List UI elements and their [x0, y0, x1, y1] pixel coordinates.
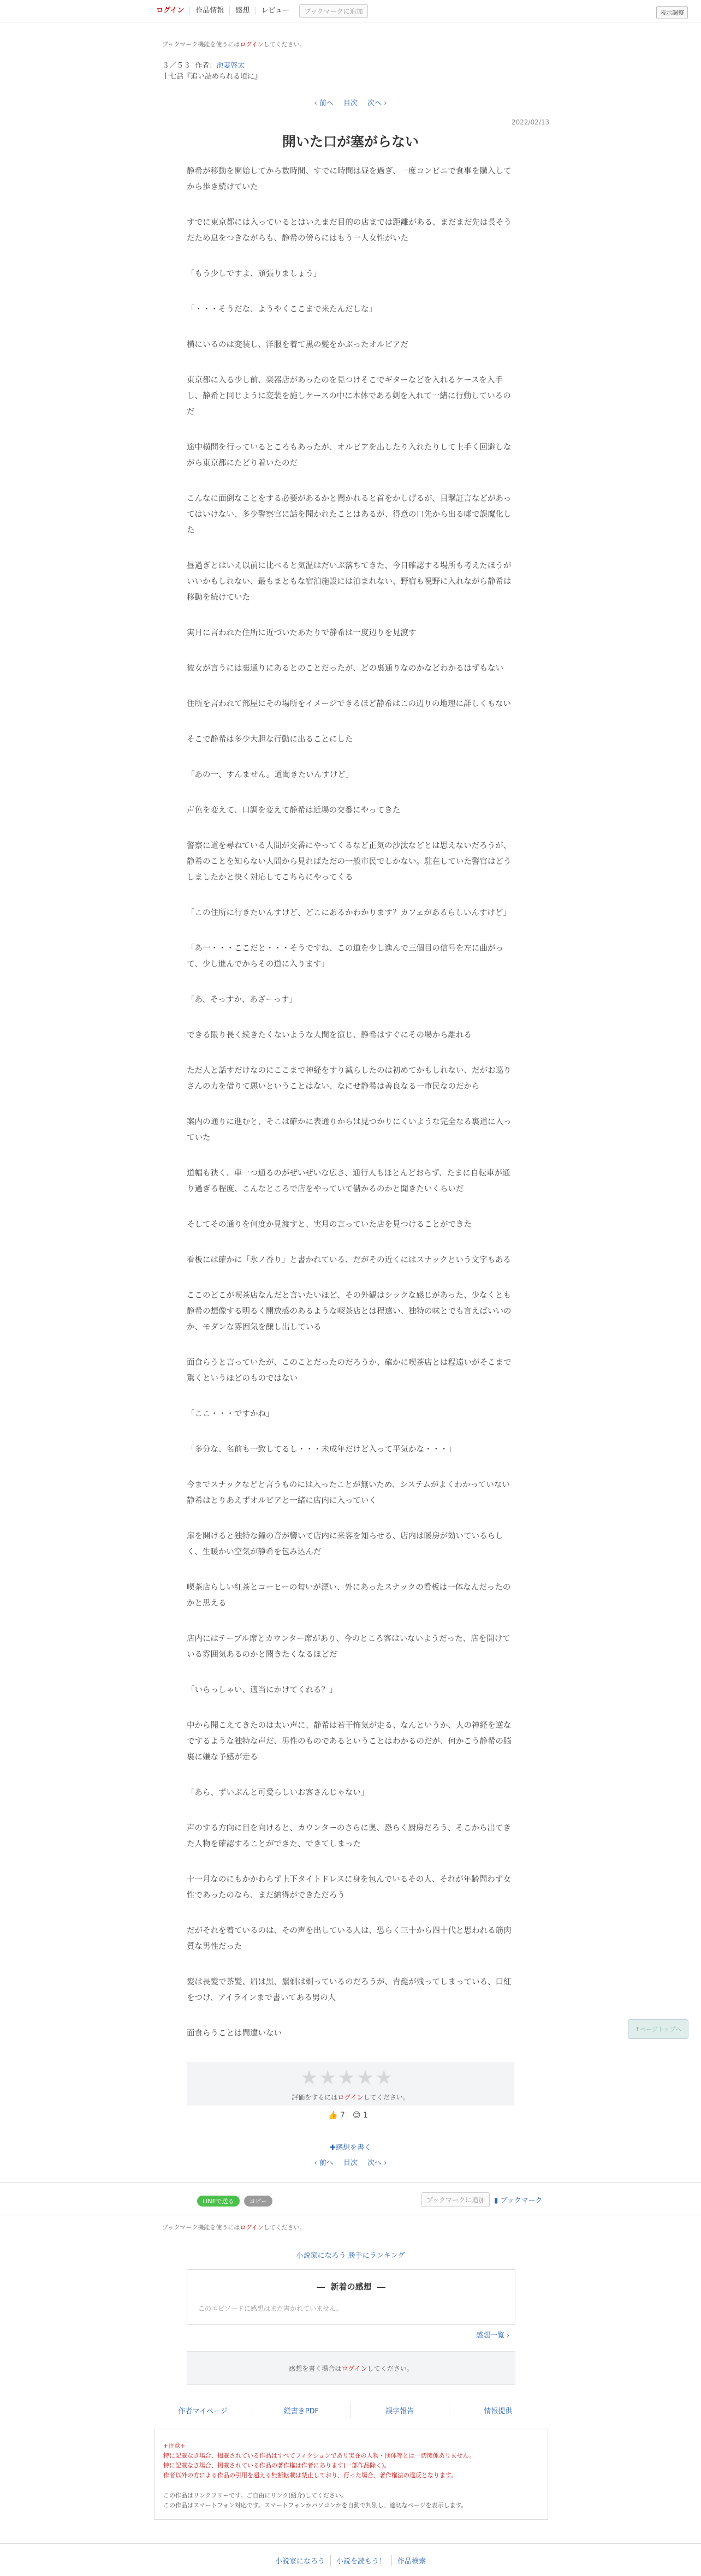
- novel-paragraph: 店内にはテーブル席とカウンター席があり、今のところ客はいないようだった、店を開けている雰囲気あるのかと聞きたくなるほどだ: [187, 1635, 510, 1659]
- impressions-title-text: 新着の感想: [330, 2282, 372, 2292]
- novel-paragraph: そこで静希は多少大胆な行動に出ることにした: [187, 735, 353, 744]
- caution-red-text: [163, 2451, 540, 2480]
- novel-paragraph: こんなに面倒なことをする必要があるかと聞かれると首をかしげるが、目撃証言などがあってはいけない、多少警察官に話を聞かれたことはあるが、得意の口先から出る嘘で誤魔化した: [187, 494, 512, 535]
- next-link-bottom[interactable]: 次へ ›: [367, 2159, 387, 2167]
- novel-paragraph: だがそれを着ているのは、その声を出している人は、恐らく三十から四十代と思われる筋肉質な男性だった: [187, 1927, 512, 1951]
- footer-link-yomou[interactable]: 小説を読もう！: [331, 2555, 392, 2566]
- novel-paragraph: ここのどこが喫茶店なんだと言いたいほど、その外観はシックな感じがあった、少なくとも静希の想像する明るく開放感のあるような喫茶店とは程遠い、独特の味とでも言えばいいのか、モダンな雰囲気を醸し出している: [187, 1291, 512, 1332]
- bookmark-icon: ▮: [494, 2197, 498, 2205]
- toc-link-bottom[interactable]: 目次: [343, 2159, 358, 2167]
- footer-links: [0, 2555, 701, 2566]
- pager-bottom: [0, 2157, 701, 2167]
- novel-paragraph: 髪は長髪で茶髪、眉は黒、鬚剃は剃っているのだろうが、青髭が残ってしまっている、口紅をつけ、アイラインまで書いてある男の人: [187, 1978, 512, 2002]
- bookmark-notice-bottom: [162, 2223, 306, 2232]
- info-provide-link[interactable]: 情報提供: [484, 2407, 513, 2416]
- novel-paragraph: 東京都に入る少し前、楽器店があったのを見つけそこでギターなどを入れるケースを入手し、静希と同じように変装を施しケースの中に本体である剣を入れて一緒に行動しているのだ: [187, 376, 511, 416]
- novel-paragraph: 警察に道を尋ねている人間が交番にやってくるなど正気の沙汰などとは思えないだろうが、静希のことを知らない人間から見ればただの一般市民でしかない。駐在していた警官はどうしましたかと快く対応してこちらにやってくる: [187, 842, 512, 882]
- rating-note: [187, 2092, 514, 2102]
- notice-login-link[interactable]: ログイン: [240, 41, 264, 48]
- caution-line: この作品はリンクフリーです。ご自由にリンク(紹介)してください。: [163, 2492, 347, 2499]
- rating-note-suffix: してください。: [363, 2094, 409, 2101]
- prev-link[interactable]: ‹ 前へ: [314, 99, 334, 108]
- like-count: 7: [340, 2111, 345, 2120]
- novel-paragraph: 静希が移動を開始してから数時間、すでに時間は昼を過ぎ、一度コンビニで食事を購入してから歩き続けていた: [187, 167, 512, 192]
- divider-3: [0, 2543, 701, 2544]
- novel-paragraph: 十一月なのにもかかわらず上下タイトドレスに身を包んでいるその人、それが年齢問わず女性であったのなら、まだ納得ができただろう: [187, 1875, 511, 1900]
- notice-text: ブックマーク機能を使うには: [162, 41, 240, 48]
- episode-counter: ３／５３: [162, 62, 191, 70]
- novel-paragraph: できる限り長く続きたくないような人間を演じ、静希はすぐにその場から離れる: [187, 1031, 472, 1040]
- novel-paragraph: 「・・・そうだな、ようやくここまで来たんだしな」: [187, 305, 377, 314]
- novel-paragraph: そしてその通りを何度か見渡すと、実月の言っていた店を見つけることができた: [187, 1220, 472, 1229]
- notice-text-suffix: してください。: [263, 41, 306, 48]
- write-note-text: 感想を書く場合は: [289, 2365, 342, 2372]
- caution-box: [154, 2429, 548, 2520]
- caution-line: 作者以外の方による作品の引用を超える無断転載は禁止しており、行った場合、著作権法の違反となります。: [163, 2472, 458, 2479]
- novel-paragraph: 「あ一・・・ここだと・・・そうですね、この道を少し進んで三個目の信号を左に曲がって、少し進んでからその道に入ります」: [187, 944, 503, 969]
- bookmark-notice-top: [162, 40, 306, 49]
- nav-impressions-link[interactable]: 感想: [230, 7, 256, 15]
- page-top-button[interactable]: ↑ページトップへ: [628, 2019, 688, 2039]
- top-bar: [0, 0, 701, 22]
- novel-paragraph: 声のする方向に目を向けると、カウンターのさらに奥、恐らく厨房だろう、そこから出てきた人物を確認することができた、できてしまった: [187, 1824, 511, 1848]
- episode-title: 開いた口が塞がらない: [282, 134, 419, 150]
- author-mypage-link[interactable]: 作者マイページ: [154, 2402, 252, 2418]
- top-nav: [154, 4, 368, 17]
- novel-paragraph: 「あら、ずいぶんと可愛らしいお客さんじゃない」: [187, 1788, 369, 1797]
- rating-note-text: 評価をするには: [292, 2094, 338, 2101]
- novel-paragraph: 喫茶店らしい紅茶とコーヒーの匂いが漂い、外にあったスナックの看板は一体なんだったのかと思える: [187, 1583, 511, 1608]
- divider: [0, 2182, 701, 2183]
- caution-line: この作品はスマートフォン対応です。スマートフォンかパソコンかを自動で判別し、適切なページを表示します。: [163, 2502, 467, 2509]
- novel-paragraph: 「この住所に行きたいんすけど、どこにあるかわかります？カフェがあるらしいんすけど」: [187, 909, 511, 917]
- bookmark-link[interactable]: [494, 2195, 542, 2205]
- novel-paragraph: 「もう少しですよ、頑張りましょう」: [187, 270, 322, 278]
- novel-paragraph: 看板には確かに「氷ノ香り」と書かれている、だがその近くにはスナックという文字もある: [187, 1256, 511, 1265]
- display-settings-button[interactable]: 表示調整: [656, 6, 688, 19]
- pager-top: [0, 97, 701, 108]
- bookmark-add-button-top[interactable]: ブックマークに追加: [299, 4, 367, 18]
- copy-button[interactable]: コピー: [244, 2196, 273, 2207]
- bookmark-row: [421, 2192, 543, 2207]
- write-impression-box: [187, 2351, 515, 2385]
- vertical-pdf-link[interactable]: 縦書きPDF: [252, 2402, 350, 2418]
- thumbs-up-icon: 👍: [328, 2111, 338, 2120]
- nav-review-link[interactable]: レビュー: [261, 7, 290, 15]
- ranking-link[interactable]: 小説家になろう 勝手にランキング: [296, 2252, 405, 2260]
- novel-paragraph: 彼女が言うには裏通りにあるとのことだったが、どの裏通りなのかなどわかるはずもない: [187, 664, 503, 673]
- novel-paragraph: ただ人と話すだけなのにここまで神経をすり減らしたのは初めてかもしれない、だがお巡りさんの力を借りて悪いということはない、なにせ静希は善良なる一市民なのだから: [187, 1066, 512, 1091]
- share-row: [197, 2196, 272, 2207]
- typo-report-link[interactable]: 誤字報告: [351, 2402, 449, 2418]
- write-impression-note: [187, 2364, 515, 2373]
- novel-paragraph: 声色を変えて、口調を変えて静希は近場の交番にやってきた: [187, 806, 401, 815]
- novel-paragraph: 途中横問を行っているところもあったが、オルビアを出したり入れたりして上手く回避しながら東京都にたどり着いたのだ: [187, 443, 512, 468]
- rating-login-link[interactable]: ログイン: [337, 2094, 364, 2101]
- footer-link-search[interactable]: 作品検索: [397, 2557, 426, 2566]
- novel-paragraph: すでに東京都には入っているとはいえまだ目的の店までは距離がある、まだまだ先は長そうだため息をつきながらも、静希の傍らにはもう一人女性がいた: [187, 218, 512, 243]
- author-link[interactable]: 池妻啓太: [216, 62, 245, 70]
- write-impression-link[interactable]: ✚感想を書く: [330, 2144, 371, 2152]
- write-login-link[interactable]: ログイン: [341, 2365, 367, 2372]
- prev-link-bottom[interactable]: ‹ 前へ: [314, 2159, 334, 2167]
- impressions-empty: このエピソードに感想はまだ書かれていません。: [198, 2305, 343, 2312]
- novel-paragraph: 「ここ・・・ですかね」: [187, 1410, 274, 1418]
- new-impressions-box: [187, 2269, 515, 2325]
- caution-head: +注意+: [163, 2442, 186, 2449]
- novel-paragraph: 「いらっしゃい、適当にかけてくれる？」: [187, 1686, 337, 1695]
- bookmark-link-label: ブックマーク: [500, 2197, 543, 2205]
- write-note-suffix: してください。: [367, 2365, 413, 2372]
- notice-text-bottom: ブックマーク機能を使うには: [162, 2224, 240, 2231]
- novel-paragraph: 面食らうことは間違いない: [187, 2029, 282, 2038]
- novel-paragraph: 横にいるのは変装し、洋服を着て黒の髪をかぶったオルビアだ: [187, 341, 408, 349]
- novel-paragraph: 中から聞こえてきたのは太い声に、静希は若干怖気が走る、なんというか、人の神経を逆なでするような独特な声だ、男性のものであるということはわかるのだが、何かこう静希の脳裏に嫌な予感が走る: [187, 1721, 512, 1762]
- rating-box: [187, 2062, 514, 2106]
- novel-paragraph: 道幅も狭く、車一つ通るのがぜいぜいな広さ、通行人もほとんどおらず、たまに自転車が通り過ぎる程度、こんなところで店をやっていて儲かるのかと聞きたいくらいだ: [187, 1169, 510, 1194]
- smile-count: 1: [363, 2111, 368, 2120]
- author-label: 作者：: [195, 62, 217, 70]
- novel-paragraph: 案内の通りに進むと、そこは確かに表通りからは見つかりにくいような完全なる裏道に入っていた: [187, 1118, 512, 1142]
- chapter-title: 十七話『追い詰められる頃に』: [162, 73, 262, 81]
- line-share-button[interactable]: LINEで送る: [197, 2196, 240, 2207]
- like-reaction[interactable]: [328, 2111, 345, 2120]
- nav-work-info-link[interactable]: 作品情報: [190, 7, 230, 15]
- novel-paragraph: 昼過ぎとはいえ以前に比べると気温はだいぶ落ちてきた、今日確認する場所も考えたほうがいいかもしれない、最もまともな宿泊施設には泊まれない、野宿も視野に入れながら静希は移動を続けていた: [187, 562, 512, 602]
- toc-link[interactable]: 目次: [343, 99, 358, 108]
- smile-icon: 😊: [352, 2111, 361, 2120]
- novel-paragraph: 「あの一、すんません。道聞きたいんすけど」: [187, 771, 354, 779]
- smile-reaction[interactable]: [353, 2111, 368, 2120]
- post-date: 2022/02/13: [512, 118, 550, 126]
- next-link[interactable]: 次へ ›: [367, 99, 387, 108]
- impressions-list-link[interactable]: 感想一覧 ›: [476, 2331, 510, 2340]
- caution-line: 特に記載なき場合、掲載されている作品の著作権は作者にあります(一部作品除く)。: [163, 2462, 390, 2469]
- nav-login-link[interactable]: ログイン: [154, 7, 190, 15]
- novel-paragraph: 扉を開けると独特な鐘の音が響いて店内に来客を知らせる、店内は暖房が効いているらしく、生暖かい空気が静希を包み込んだ: [187, 1532, 503, 1557]
- caution-line: 特に記載なき場合、掲載されている作品はすべてフィクションであり実在の人物・団体等とは一切関係ありません。: [163, 2452, 476, 2459]
- notice-login-link-bottom[interactable]: ログイン: [240, 2224, 264, 2231]
- novel-paragraph: 「あ、そっすか、あざーっす」: [187, 995, 297, 1004]
- novel-paragraph: 「多分な、名前も一致してるし・・・未成年だけど入って平気かな・・・」: [187, 1445, 456, 1454]
- bookmark-add-button-bottom[interactable]: ブックマークに追加: [421, 2192, 490, 2207]
- caution-gray-text: [163, 2491, 540, 2511]
- impressions-title: ― 新着の感想 ―: [317, 2282, 385, 2292]
- series-info: [162, 61, 262, 82]
- novel-paragraph: 住所を言われて部屋にその場所をイメージできるほど静希はこの辺りの地理に詳しくもない: [187, 700, 512, 708]
- tool-links: [154, 2402, 547, 2418]
- novel-body: [187, 164, 514, 2113]
- rating-stars[interactable]: ★★★★★: [300, 2067, 394, 2089]
- novel-paragraph: 面食らうと言っていたが、このことだったのだろうか、確かに喫茶店とは程遠いがそこまで驚くというほどのものではない: [187, 1358, 512, 1383]
- notice-suffix-bottom: してください。: [263, 2224, 306, 2231]
- reactions: [328, 2111, 368, 2120]
- novel-paragraph: 実月に言われた住所に近づいたあたりで静希は一度辺りを見渡す: [187, 629, 417, 637]
- footer-link-syosetu[interactable]: 小説家になろう: [270, 2555, 331, 2566]
- novel-paragraph: 今までスナックなどと言うものには入ったことが無いため、システムがよくわかっていない静希はとりあえずオルビアと一緒に店内に入っていく: [187, 1481, 510, 1505]
